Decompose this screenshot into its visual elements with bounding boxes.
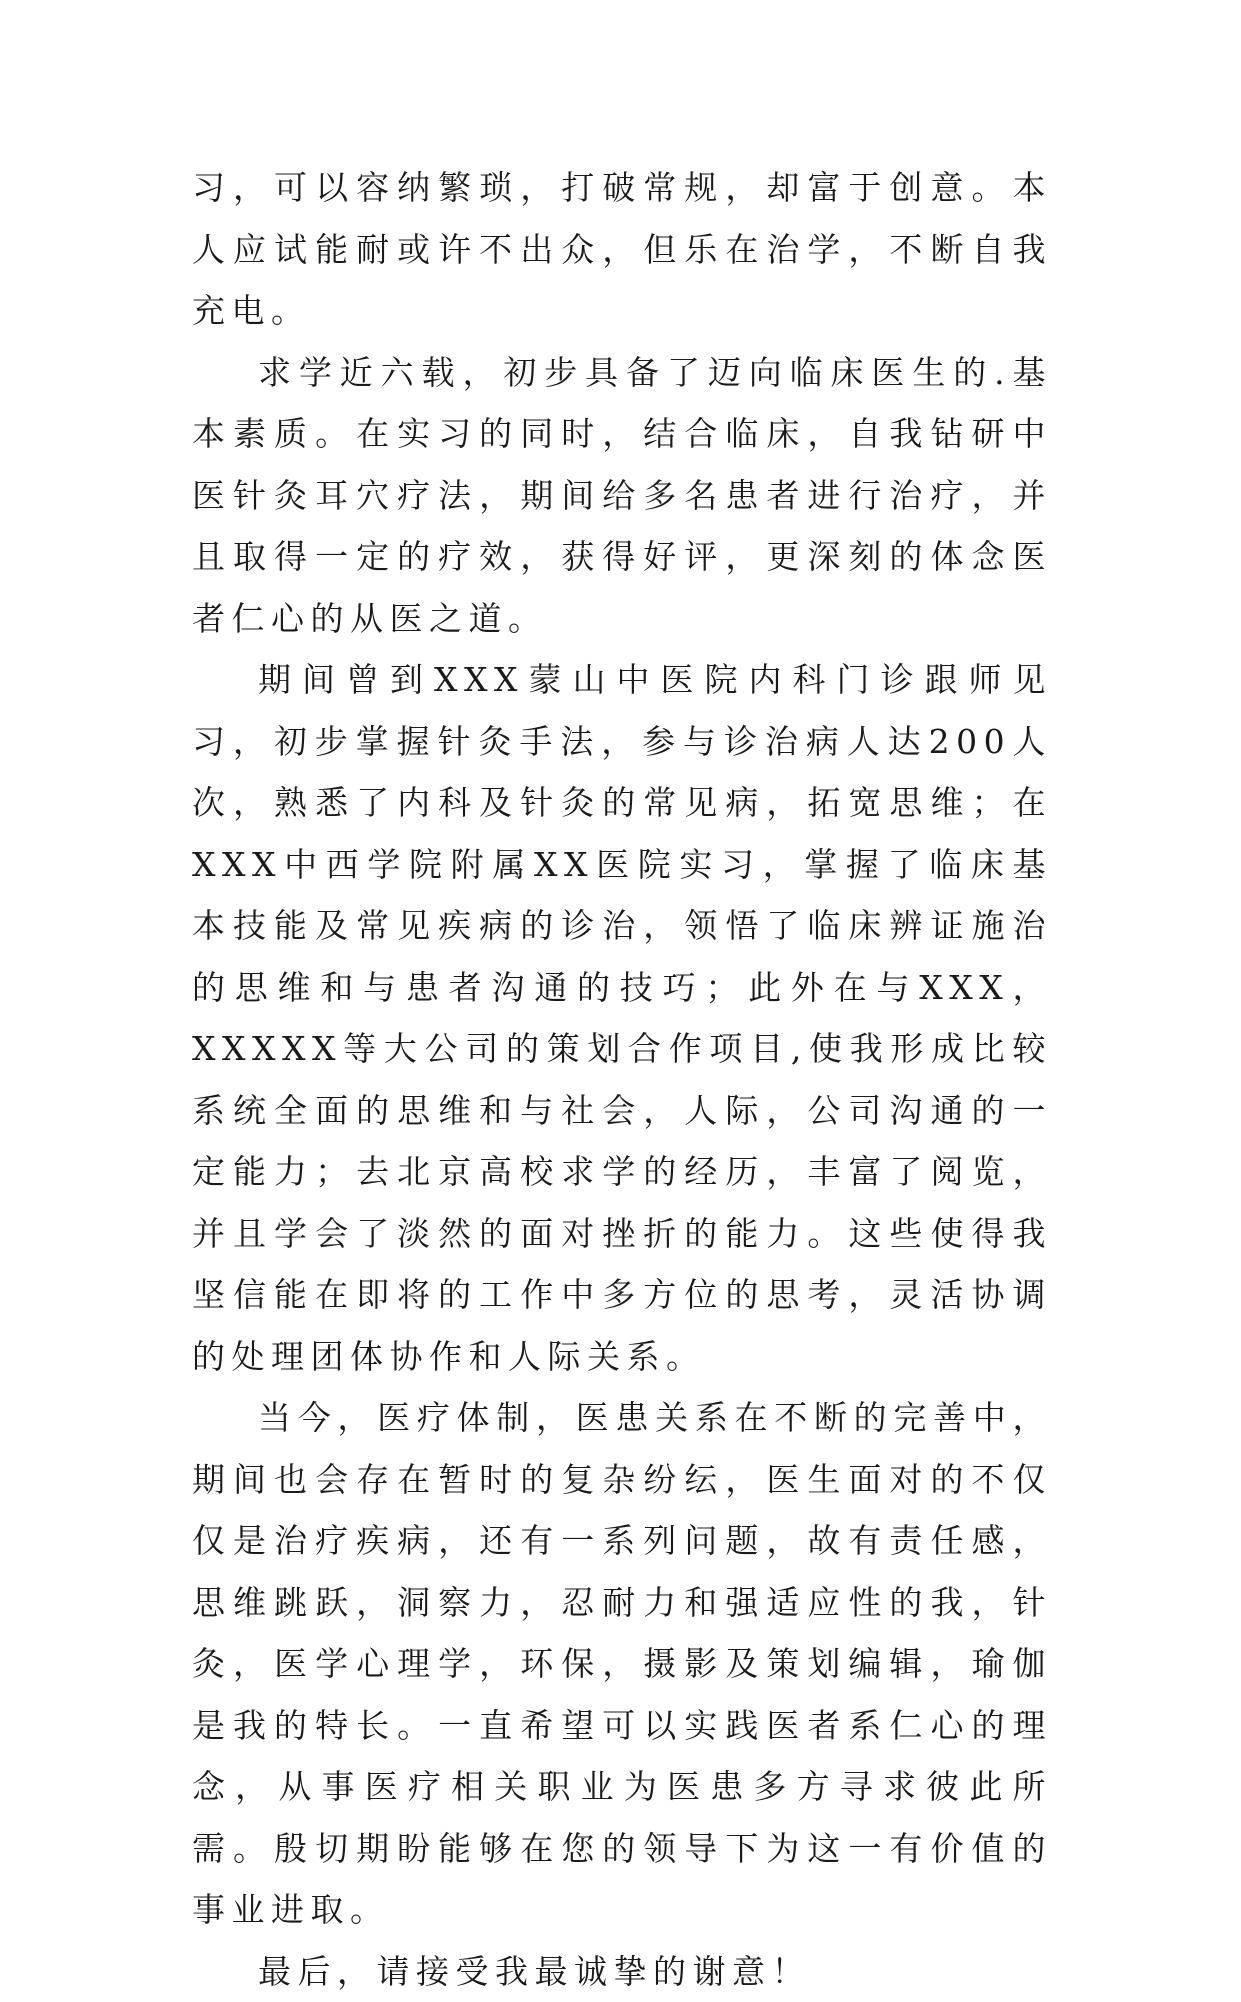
letter-body xyxy=(192,157,1052,2002)
paragraph-continuation: 习，可以容纳繁琐，打破常规，却富于创意。本人应试能耐或许不出众，但乐在治学，不断自我充电。 xyxy=(192,157,1052,342)
paragraph-aspiration: 当今，医疗体制，医患关系在不断的完善中，期间也会存在暂时的复杂纷纭，医生面对的不仅仅是治疗疾病，还有一系列问题，故有责任感，思维跳跃，洞察力，忍耐力和强适应性的我，针灸，医学心理学，环保，摄影及策划编辑，瑜伽是我的特长。一直希望可以实践医者系仁心的理念，从事医疗相关职业为医患多方寻求彼此所需。殷切期盼能够在您的领导下为这一有价值的事业进取。 xyxy=(192,1387,1052,1941)
paragraph-closing: 最后，请接受我最诚挚的谢意！ xyxy=(192,1941,1052,2002)
paragraph-internship-experience: 期间曾到XXX蒙山中医院内科门诊跟师见习，初步掌握针灸手法，参与诊治病人达200人次，熟悉了内科及针灸的常见病，拓宽思维；在XXX中西学院附属XX医院实习，掌握了临床基本技能及常见疾病的诊治，领悟了临床辨证施治的思维和与患者沟通的技巧；此外在与XXX，XXXXX等大公司的策划合作项目,使我形成比较系统全面的思维和与社会，人际，公司沟通的一定能力；去北京高校求学的经历，丰富了阅览，并且学会了淡然的面对挫折的能力。这些使得我坚信能在即将的工作中多方位的思考，灵活协调的处理团体协作和人际关系。 xyxy=(192,649,1052,1387)
paragraph-study-background: 求学近六载，初步具备了迈向临床医生的.基本素质。在实习的同时，结合临床，自我钻研中医针灸耳穴疗法，期间给多名患者进行治疗，并且取得一定的疗效，获得好评，更深刻的体念医者仁心的从医之道。 xyxy=(192,342,1052,650)
